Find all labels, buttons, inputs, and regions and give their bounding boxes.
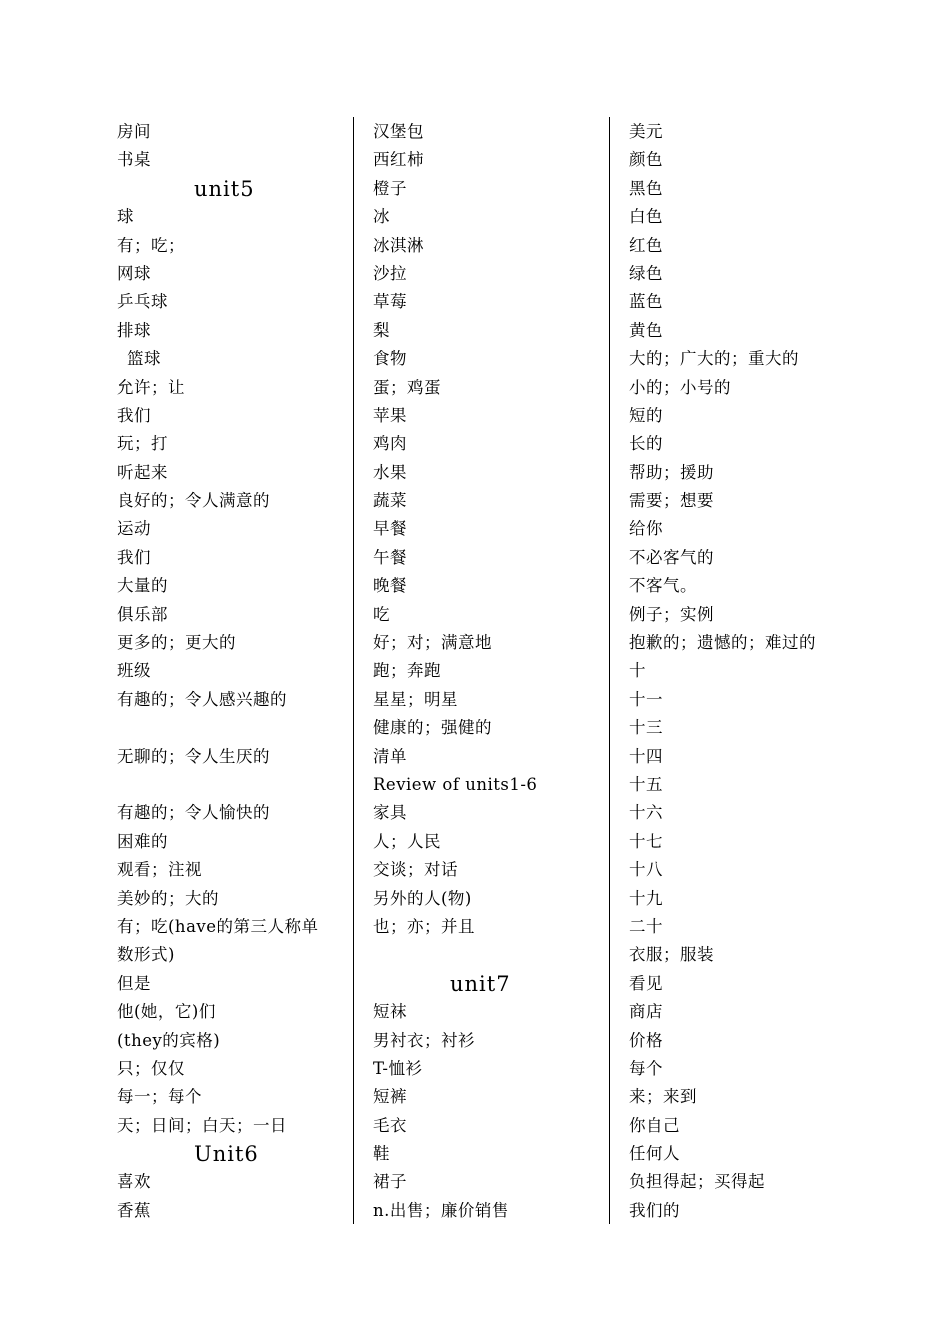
blank-line [117, 714, 345, 742]
vocab-entry: 商店 [629, 1002, 663, 1022]
unit-heading: unit7 [450, 971, 511, 996]
vocab-entry: 排球 [117, 320, 151, 340]
vocab-entry: 草莓 [373, 292, 407, 312]
vocab-entry: 无聊的；令人生厌的 [117, 746, 270, 766]
vocab-entry: 大的；广大的；重大的 [629, 349, 799, 369]
vocab-entry: 午餐 [373, 547, 407, 567]
vocab-entry: 短裤 [373, 1087, 407, 1107]
vocab-entry: 帮助；援助 [629, 462, 714, 482]
vocab-entry: 球 [117, 207, 134, 227]
vocab-entry: 十五 [629, 774, 663, 794]
vocab-column-1 [117, 118, 345, 1225]
vocab-entry: 梨 [373, 320, 390, 340]
vocab-entry: 不必客气的 [629, 547, 714, 567]
vocab-entry: 健康的；强健的 [373, 718, 492, 738]
vocab-column-2 [373, 118, 601, 1225]
vocab-entry: 需要；想要 [629, 491, 714, 511]
vocab-entry: 黑色 [629, 178, 663, 198]
vocab-entry: 香蕉 [117, 1200, 151, 1220]
vocab-entry: 十四 [629, 746, 663, 766]
vocab-entry: 星星；明星 [373, 689, 458, 709]
vocab-entry: 来；来到 [629, 1087, 697, 1107]
vocab-entry: 绿色 [629, 263, 663, 283]
vocab-entry: 每一；每个 [117, 1087, 202, 1107]
vocab-entry: 蓝色 [629, 292, 663, 312]
vocab-entry: 十 [629, 661, 646, 681]
vocab-entry: 更多的；更大的 [117, 633, 236, 653]
vocab-column-3 [629, 118, 869, 1225]
vocab-entry: 十八 [629, 860, 663, 880]
vocab-entry: 早餐 [373, 519, 407, 539]
vocab-entry: 蛋；鸡蛋 [373, 377, 441, 397]
vocab-entry: 负担得起；买得起 [629, 1172, 765, 1192]
vocab-entry: 书桌 [117, 150, 151, 170]
vocab-entry: 冰 [373, 207, 390, 227]
vocab-entry: 橙子 [373, 178, 407, 198]
vocab-entry: 水果 [373, 462, 407, 482]
vocab-entry: 好；对；满意地 [373, 633, 492, 653]
vocab-entry: 大量的 [117, 576, 168, 596]
vocab-entry: 有；吃(have的第三人称单 [117, 916, 319, 936]
vocab-entry: 乒乓球 [117, 292, 168, 312]
vocab-entry: 黄色 [629, 320, 663, 340]
blank-line [373, 941, 601, 969]
vocab-entry: 跑；奔跑 [373, 661, 441, 681]
vocab-entry: 十一 [629, 689, 663, 709]
vocab-entry: 白色 [629, 207, 663, 227]
vocab-entry: 我们 [117, 547, 151, 567]
vocab-entry: 价格 [629, 1030, 663, 1050]
vocab-entry: 房间 [117, 122, 151, 141]
vocab-entry: 鸡肉 [373, 434, 407, 454]
vocab-entry: 晚餐 [373, 576, 407, 596]
vocab-entry: 沙拉 [373, 263, 407, 283]
vocab-entry: 吃 [373, 604, 390, 624]
vocab-entry: 网球 [117, 263, 151, 283]
vocab-entry: 有趣的；令人愉快的 [117, 803, 270, 823]
vocab-entry: 看见 [629, 973, 663, 993]
vocab-entry: 俱乐部 [117, 604, 168, 624]
vocab-entry: 汉堡包 [373, 122, 424, 141]
vocab-entry: 任何人 [629, 1144, 680, 1164]
vocab-entry: 困难的 [117, 831, 168, 851]
vocab-entry: 蔬菜 [373, 491, 407, 511]
vocab-entry: 允许；让 [117, 377, 185, 397]
vocab-entry: 班级 [117, 661, 151, 681]
vocab-entry: T-恤衫 [373, 1058, 423, 1078]
vocab-entry: 西红柿 [373, 150, 424, 170]
vocab-entry: 冰淇淋 [373, 235, 424, 255]
vocab-entry: 喜欢 [117, 1172, 151, 1192]
vocab-entry: 但是 [117, 973, 151, 993]
vocab-entry: 听起来 [117, 462, 168, 482]
vocab-entry: 小的；小号的 [629, 377, 731, 397]
vocab-entry: 例子；实例 [629, 604, 714, 624]
vocab-entry: 长的 [629, 434, 663, 454]
vocab-entry: 清单 [373, 746, 407, 766]
vocab-entry: 有趣的；令人感兴趣的 [117, 689, 287, 709]
unit-heading: Unit6 [194, 1142, 259, 1167]
vocab-entry: 颜色 [629, 150, 663, 170]
vocab-entry: 鞋 [373, 1144, 390, 1164]
vocab-entry: 男衬衣；衬衫 [373, 1030, 475, 1050]
vocab-entry: 有；吃； [117, 235, 185, 255]
vocab-entry: 他(她，它)们 [117, 1002, 216, 1022]
blank-line [117, 771, 345, 799]
vocab-entry: 我们 [117, 405, 151, 425]
vocab-entry: 篮球 [127, 349, 161, 369]
vocab-entry: 人；人民 [373, 831, 441, 851]
vocab-entry: (they的宾格) [117, 1030, 221, 1050]
vocab-entry: 短袜 [373, 1002, 407, 1022]
vocab-entry: 每个 [629, 1058, 663, 1078]
vocab-entry: 不客气。 [629, 576, 697, 596]
vocab-entry: 我们的 [629, 1200, 680, 1220]
vocab-entry: 食物 [373, 349, 407, 369]
vocab-entry: 观看；注视 [117, 860, 202, 880]
vocab-entry: 家具 [373, 803, 407, 823]
vocab-entry: 良好的；令人满意的 [117, 491, 270, 511]
vocab-entry: 美妙的；大的 [117, 888, 219, 908]
vocab-entry: 运动 [117, 519, 151, 539]
unit-heading: unit5 [194, 176, 255, 201]
vocab-entry: 抱歉的；遗憾的；难过的 [629, 633, 816, 653]
vocab-entry: Review of units1-6 [373, 774, 538, 794]
vocab-entry: 也；亦；并且 [373, 916, 475, 936]
vocab-entry: 天；日间；白天；一日 [117, 1115, 287, 1135]
vocab-entry: 十九 [629, 888, 663, 908]
vocab-entry: 十六 [629, 803, 663, 823]
vocab-entry: 十三 [629, 718, 663, 738]
vocab-entry: 交谈；对话 [373, 860, 458, 880]
vocab-entry: 二十 [629, 916, 663, 936]
vocab-entry: 给你 [629, 519, 663, 539]
vocab-entry: 衣服；服装 [629, 945, 714, 965]
vocab-entry: 十七 [629, 831, 663, 851]
vocab-entry: n.出售；廉价销售 [373, 1200, 509, 1220]
column-divider-1 [353, 117, 354, 1224]
vocab-entry: 玩；打 [117, 434, 168, 454]
vocab-entry: 你自己 [629, 1115, 680, 1135]
vocab-entry: 毛衣 [373, 1115, 407, 1135]
vocab-entry: 红色 [629, 235, 663, 255]
vocab-entry: 裙子 [373, 1172, 407, 1192]
column-divider-2 [609, 117, 610, 1224]
vocab-entry: 数形式) [117, 945, 175, 965]
vocab-entry: 短的 [629, 405, 663, 425]
vocab-entry: 美元 [629, 122, 663, 141]
vocab-entry: 只；仅仅 [117, 1058, 185, 1078]
vocab-entry: 另外的人(物) [373, 888, 472, 908]
vocab-entry: 苹果 [373, 405, 407, 425]
